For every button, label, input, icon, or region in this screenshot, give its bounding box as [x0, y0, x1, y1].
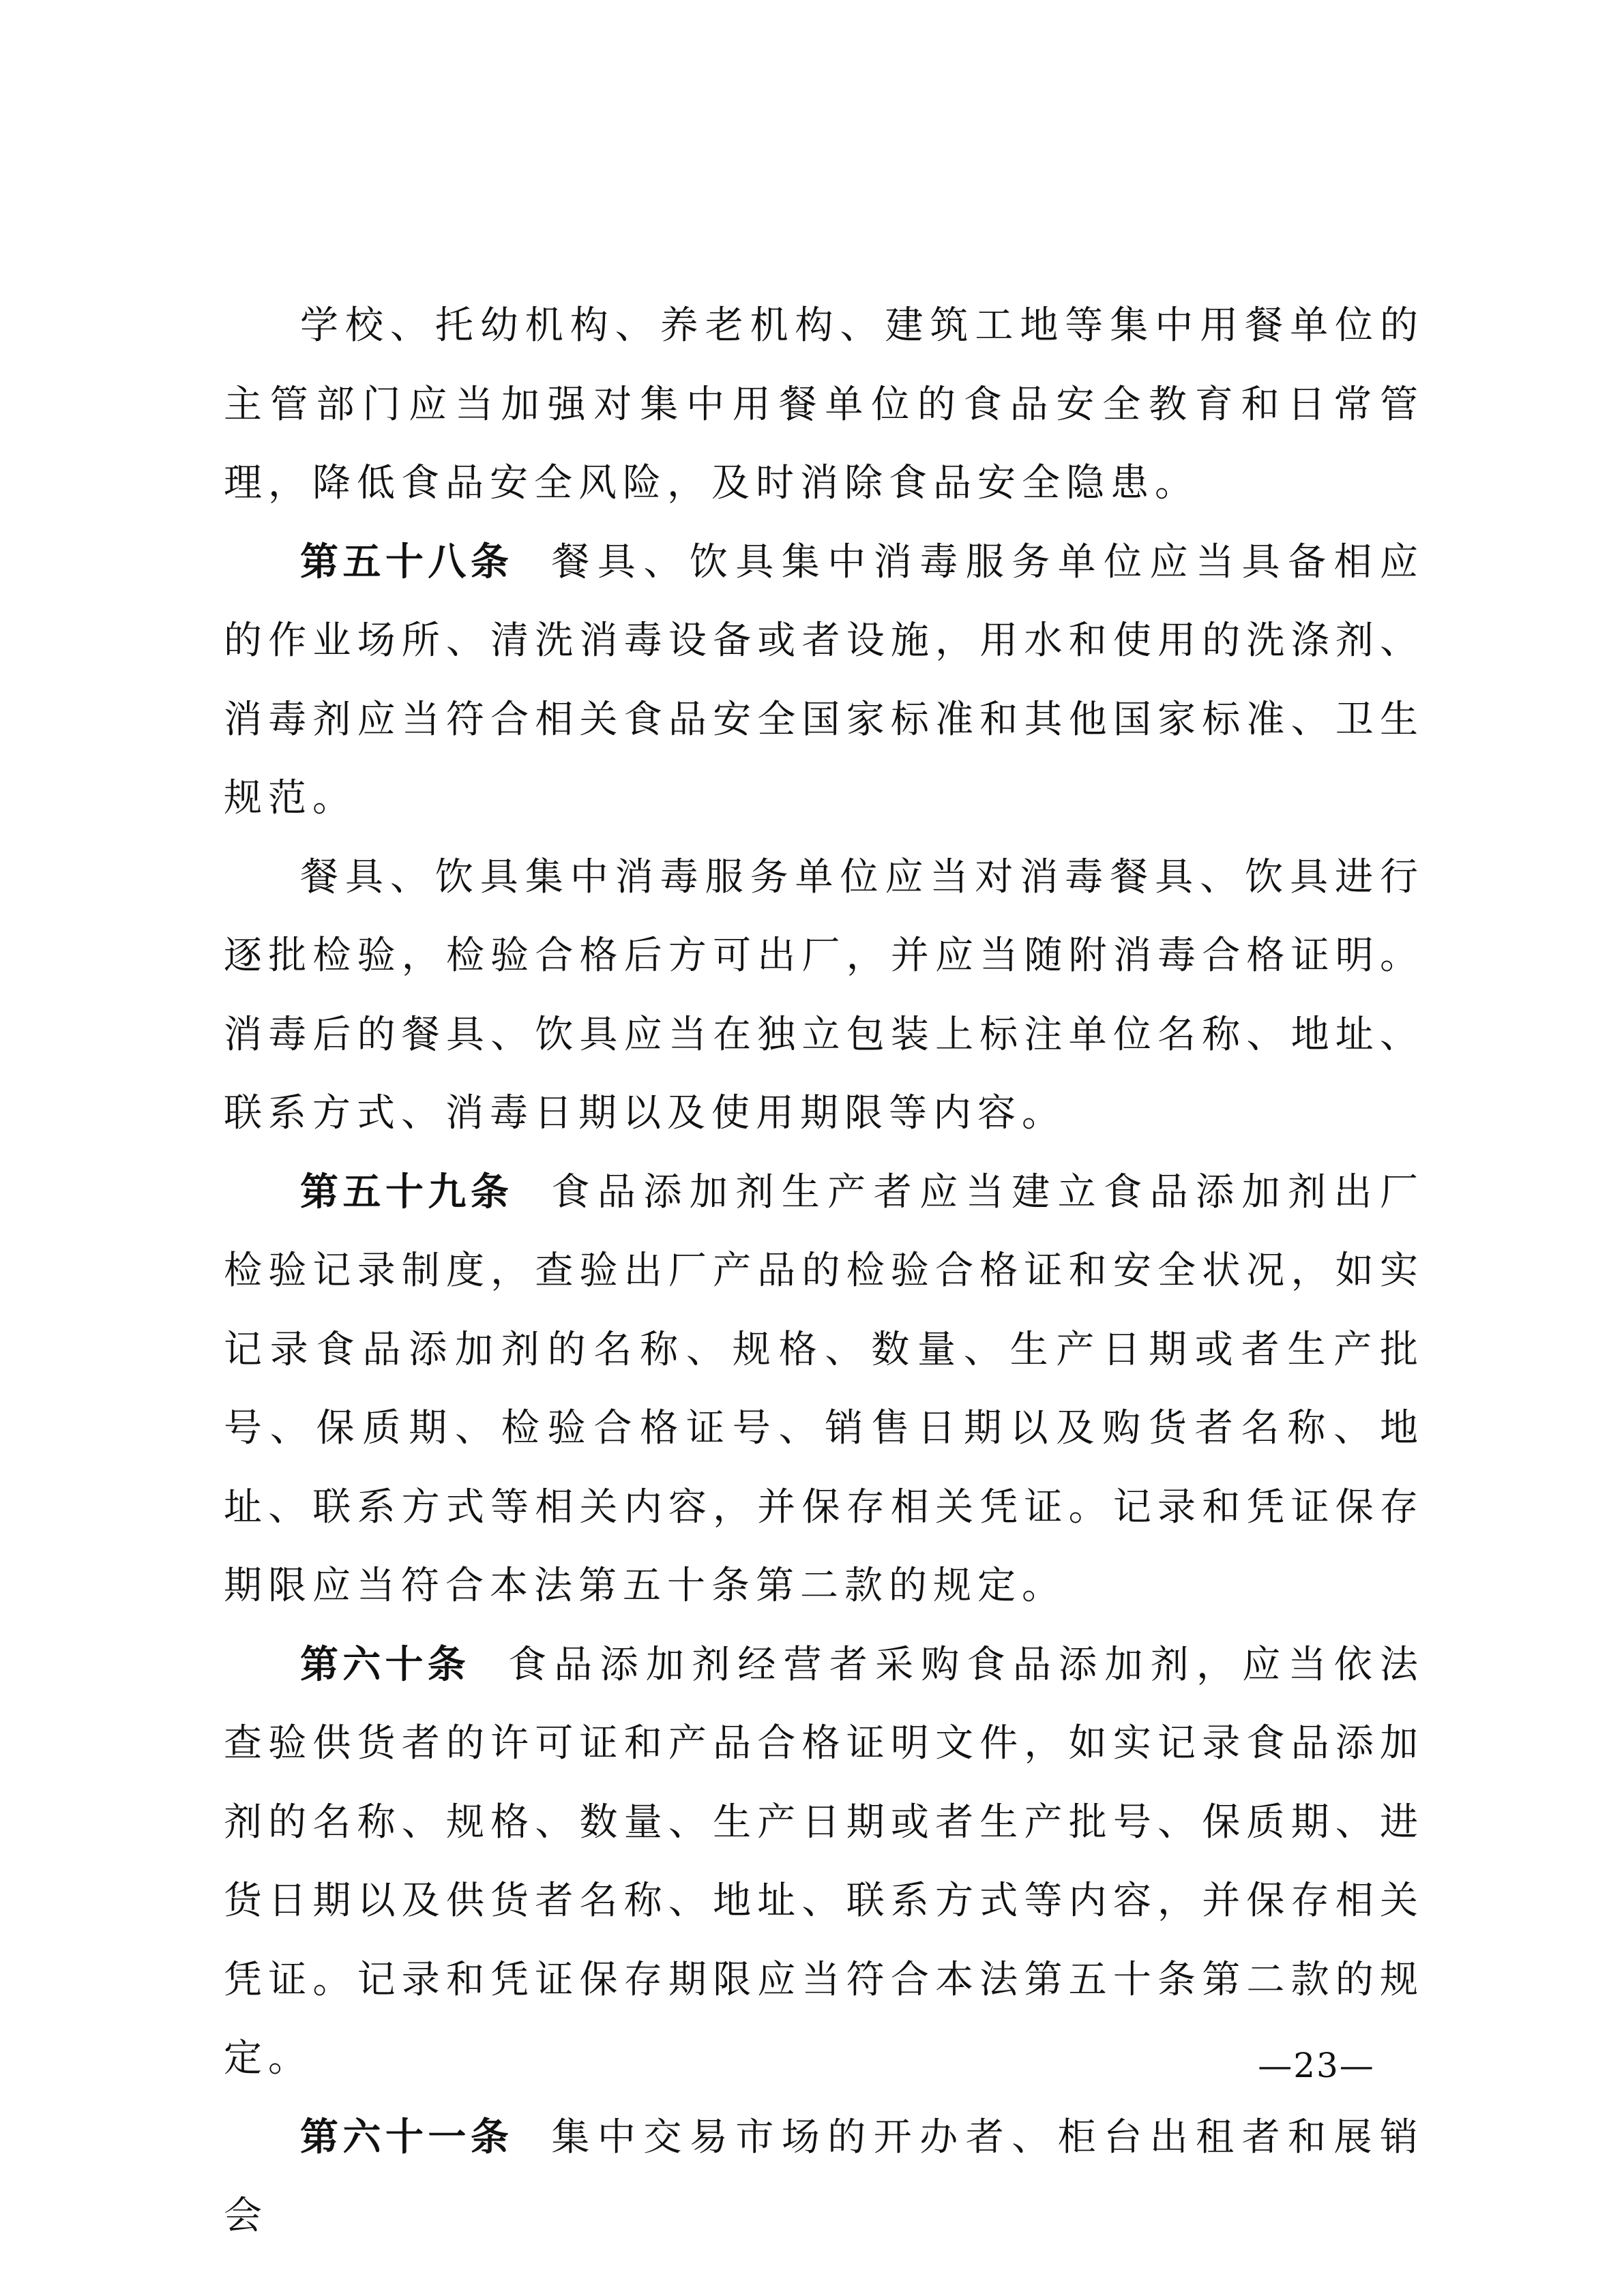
article-61: [224, 2098, 1424, 2256]
paragraph-text: 食品添加剂生产者应当建立食品添加剂出厂检验记录制度，查验出厂产品的检验合格证和安全状况，如实记录食品添加剂的名称、规格、数量、生产日期或者生产批号、保质期、检验合格证号、销售日期以及购货者名称、地址、联系方式等相关内容，并保存相关凭证。记录和凭证保存期限应当符合本法第五十条第二款的规定。: [224, 1169, 1425, 1608]
document-body: [224, 286, 1424, 2256]
paragraph-text: 餐具、饮具集中消毒服务单位应当具备相应的作业场所、清洗消毒设备或者设施，用水和使用的洗涤剂、消毒剂应当符合相关食品安全国家标准和其他国家标准、卫生规范。: [224, 539, 1425, 820]
article-title: 第五十九条: [300, 1169, 514, 1214]
article-60: [224, 1626, 1424, 2098]
article-58: [224, 523, 1424, 838]
page-number: —23—: [1258, 2046, 1375, 2085]
article-title: 第五十八条: [300, 539, 514, 584]
paragraph-text: 学校、托幼机构、养老机构、建筑工地等集中用餐单位的主管部门应当加强对集中用餐单位的食品安全教育和日常管理，降低食品安全风险，及时消除食品安全隐患。: [224, 303, 1424, 505]
paragraph-text: 食品添加剂经营者采购食品添加剂，应当依法查验供货者的许可证和产品合格证明文件，如实记录食品添加剂的名称、规格、数量、生产日期或者生产批号、保质期、进货日期以及供货者名称、地址、联系方式等内容，并保存相关凭证。记录和凭证保存期限应当符合本法第五十条第二款的规定。: [224, 1642, 1425, 2081]
paragraph-text: 餐具、饮具集中消毒服务单位应当对消毒餐具、饮具进行逐批检验，检验合格后方可出厂，并应当随附消毒合格证明。消毒后的餐具、饮具应当在独立包装上标注单位名称、地址、联系方式、消毒日期以及使用期限等内容。: [224, 854, 1424, 1135]
paragraph-1: [224, 286, 1424, 523]
article-title: 第六十一条: [300, 2115, 514, 2160]
paragraph-text: 集中交易市场的开办者、柜台出租者和展销会: [224, 2115, 1425, 2238]
article-59: [224, 1153, 1424, 1626]
article-58-paragraph-2: [224, 838, 1424, 1153]
article-title: 第六十条: [300, 1642, 471, 1687]
